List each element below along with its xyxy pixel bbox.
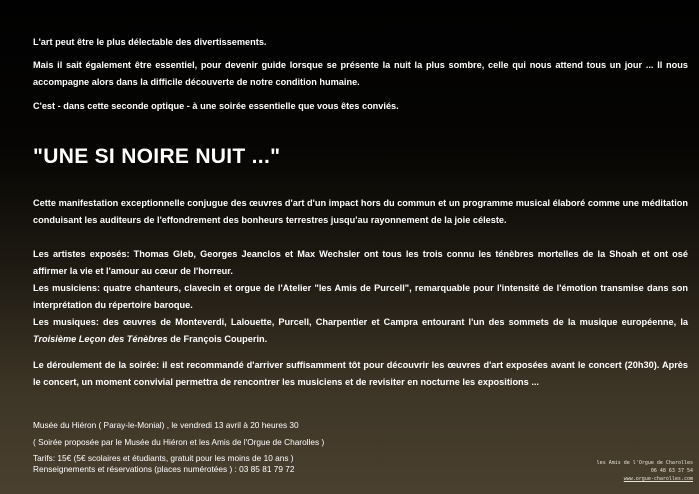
footer-contact — [597, 458, 693, 484]
musiques-suffix: de François Couperin. — [167, 334, 268, 344]
info-lieu: Musée du Hiéron ( Paray-le-Monial) , le vendredi 13 avril à 20 heures 30 — [33, 420, 299, 430]
paragraph-artistes: Les artistes exposés: Thomas Gleb, Georges Jeanclos et Max Wechsler ont tous les trois connu les ténèbres mortelles de la Shoah et ont osé affirmer la vie et l'amour au cœur de l'horreur. — [33, 249, 688, 276]
paragraph-deroulement: Le déroulement de la soirée: il est recommandé d'arriver suffisamment tôt pour découvrir les œuvres d'art exposées avant le concert (20h30). Après le concert, un moment convivial permettra de rencontrer les musiciens et de revisiter en nocturne les expositions ... — [33, 360, 688, 387]
musiques-prefix: Les musiques: des œuvres de Monteverdi, Lalouette, Purcell, Charpentier et Campra entourant l'un des sommets de la musique européenne, la — [33, 317, 688, 327]
musiques-work-title: Troisième Leçon des Ténèbres — [33, 334, 168, 344]
info-tarifs: Tarifs: 15€ (5€ scolaires et étudiants, gratuit pour les moins de 10 ans ) — [33, 453, 294, 463]
footer-org: les Amis de l'Orgue de Charolles — [596, 460, 693, 466]
footer-phone: 06 48 63 37 54 — [650, 468, 693, 474]
event-title: "UNE SI NOIRE NUIT ..." — [33, 145, 281, 168]
footer-website-link[interactable]: www.orgue-charolles.com — [623, 476, 693, 482]
paragraph-musiciens: Les musiciens: quatre chanteurs, clavecin et orgue de l'Atelier "les Amis de Purcell", remarquable pour l'intensité de l'émotion transmise dans son interprétation du répertoire baroque. — [33, 283, 688, 310]
paragraph-musiques — [33, 314, 688, 348]
intro-line-1: L'art peut être le plus délectable des divertissements. — [33, 37, 267, 47]
intro-line-3: C'est - dans cette seconde optique - à une soirée essentielle que vous êtes conviés. — [33, 101, 399, 111]
info-renseignements: Renseignements et réservations (places numérotées ) : 03 85 81 79 72 — [33, 464, 295, 474]
info-proposee: ( Soirée proposée par le Musée du Hiéron et les Amis de l'Orgue de Charolles ) — [33, 437, 325, 447]
paragraph-manifestation: Cette manifestation exceptionnelle conjugue des œuvres d'art d'un impact hors du commun et un programme musical élaboré comme une méditation conduisant les auditeurs de l'effondrement des bonheurs terrestres jusqu'au rayonnement de la joie céleste. — [33, 198, 688, 225]
intro-line-2: Mais il sait également être essentiel, pour devenir guide lorsque se présente la nuit la plus sombre, celle qui nous attend tous un jour ... Il nous accompagne alors dans la difficile découverte de notre condition humaine. — [33, 60, 688, 87]
